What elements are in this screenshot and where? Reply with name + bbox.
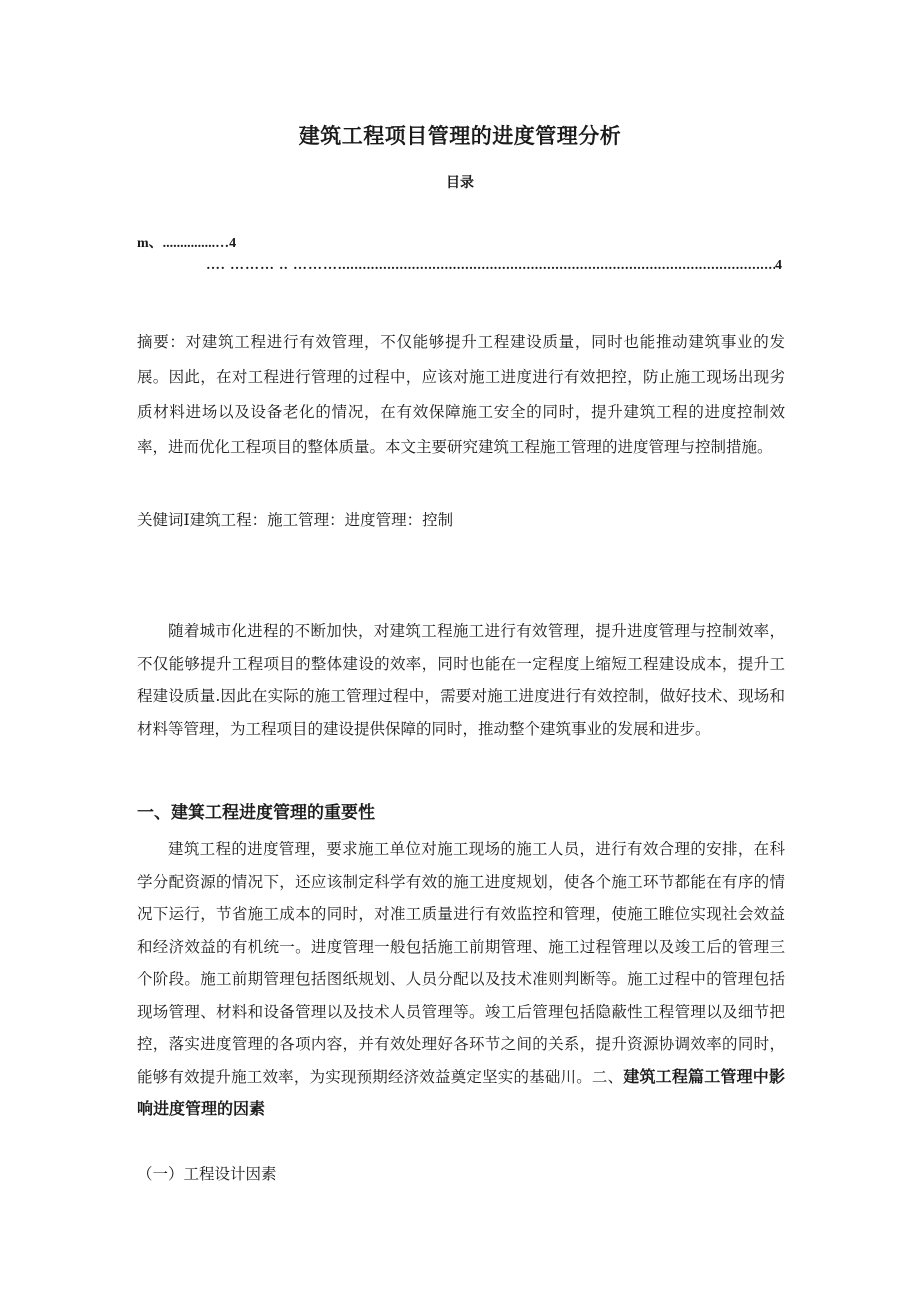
keywords: 关健词I建筑工程：施工管理：进度管理：控制 xyxy=(137,511,454,529)
toc-heading: 目录 xyxy=(446,175,474,191)
toc-entry-2[interactable] xyxy=(206,258,782,274)
section-heading-2: 建筑工程篇工管理中影响进度管理的因素 xyxy=(137,1066,785,1118)
subsection-heading-1: （一）工程设计因素 xyxy=(137,1165,277,1183)
document-title: 建筑工程项目管理的进度管理分析 xyxy=(298,124,622,148)
section-heading-2-prefix: 二、 xyxy=(591,1067,624,1086)
toc-entry-1[interactable] xyxy=(137,232,236,252)
section-1-text: 建筑工程的进度管理，要求施工单位对施工现场的施工人员，进行有效合理的安排，在科学分配资源的情况下，还应该制定科学有效的施工进度规划，使各个施工环节都能在有序的情况下运行，节省施工成本的同时，对准工质量进行有效监控和管理，使施工睢位实现社会效益和经济效益的有机统一。进度管理一般包括施工前期管理、施工过程管理以及竣工后的管理三个阶段。施工前期管理包括图纸规划、人员分配以及技术准则判断等。施工过程中的管理包括现场管理、材料和设备管理以及技术人员管理等。竣工后管理包括隐蔽性工程管理以及细节把控，落实进度管理的各项内容，并有效处理好各环节之间的关系，提升资源协调效率的同时，能够有效提升施工效率，为实现预期经济效益奠定坚实的基础川。 xyxy=(137,840,785,1086)
section-heading-1: 一、建箕工程进度管理的重要性 xyxy=(137,803,375,823)
toc-entry-2-leader-start: …. ……… .. ……… xyxy=(206,258,338,273)
section-1-body xyxy=(137,833,785,1126)
toc-entry-2-leader xyxy=(338,258,775,274)
toc-entry-1-page: 4 xyxy=(229,236,237,251)
toc-entry-1-leader: ...............… xyxy=(162,236,230,251)
toc-entry-1-label: m、 xyxy=(137,236,163,251)
abstract: 摘要：对建筑工程进行有效管理，不仅能够提升工程建设质量，同时也能推动建筑事业的发展。因此，在对工程进行管理的过程中，应该对施工进度进行有效把控，防止施工现场出现劣质材料进场以及设备老化的情况，在有效保障施工安全的同时，提升建筑工程的进度控制效率，进而优化工程项目的整体质量。本文主要研究建筑工程施工管理的进度管理与控制措施。 xyxy=(137,333,785,456)
toc-entry-2-page: 4 xyxy=(775,258,782,273)
intro-paragraph: 随着城市化进程的不断加快，对建筑工程施工进行有效管理，提升进度管理与控制效率，不仅能够提升工程项目的整体建设的效率，同时也能在一定程度上缩短工程建设成本，提升工程建设质量.因此在实际的施工管理过程中，需要对施工进度进行有效控制，做好技术、现场和材料等管理，为工程项目的建设提供保障的同时，推动整个建筑事业的发展和进步。 xyxy=(137,622,785,738)
